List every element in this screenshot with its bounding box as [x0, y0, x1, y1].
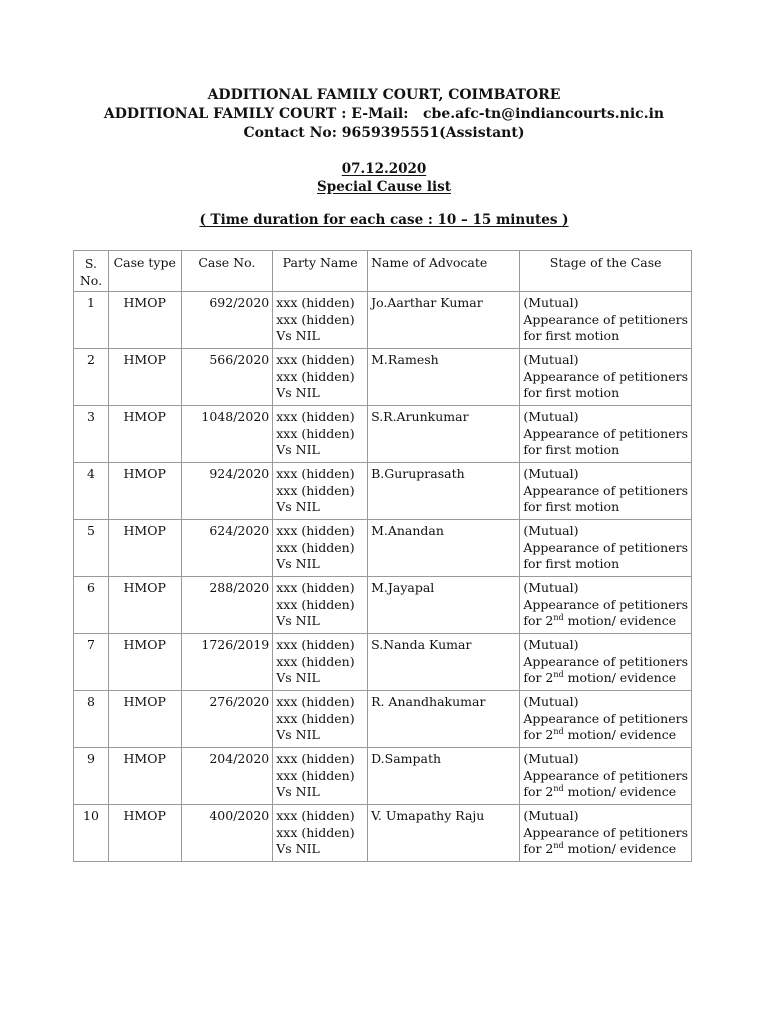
list-title: Special Cause list — [317, 179, 451, 195]
cell-advocate: M.Anandan — [368, 520, 520, 577]
cell-case-type: HMOP — [108, 805, 181, 862]
cell-party-name — [273, 463, 368, 520]
cell-case-type: HMOP — [108, 748, 181, 805]
cell-sno: 8 — [74, 691, 109, 748]
stage-line: Appearance of petitioners — [523, 767, 688, 783]
cell-advocate: S.Nanda Kumar — [368, 634, 520, 691]
stage-line: for first motion — [523, 556, 620, 571]
stage-line: Appearance of petitioners — [523, 482, 688, 498]
stage-text: for 2 — [523, 727, 554, 742]
cell-advocate: R. Anandhakumar — [368, 691, 520, 748]
stage-line: Appearance of petitioners — [523, 368, 688, 384]
cell-case-type: HMOP — [108, 634, 181, 691]
ordinal-suffix: nd — [553, 783, 564, 793]
court-name: ADDITIONAL FAMILY COURT, COIMBATORE — [207, 87, 561, 103]
cause-list-table — [73, 250, 692, 862]
table-row — [74, 805, 692, 862]
table-row — [74, 691, 692, 748]
table-row — [74, 634, 692, 691]
party-line: Vs NIL — [276, 613, 320, 628]
stage-line: Appearance of petitioners — [523, 653, 688, 669]
cell-sno: 3 — [74, 406, 109, 463]
party-line: xxx (hidden) — [276, 295, 355, 310]
stage-line: (Mutual) — [523, 409, 579, 424]
stage-line: (Mutual) — [523, 694, 579, 709]
cell-sno: 2 — [74, 349, 109, 406]
cell-stage — [520, 406, 692, 463]
column-header-advocate: Name of Advocate — [368, 251, 520, 292]
party-line: xxx (hidden) — [276, 466, 355, 481]
stage-line: (Mutual) — [523, 523, 579, 538]
cell-case-no: 288/2020 — [181, 577, 273, 634]
cell-party-name — [273, 292, 368, 349]
cell-sno: 7 — [74, 634, 109, 691]
email-label: ADDITIONAL FAMILY COURT : E-Mail: — [103, 106, 409, 122]
cell-case-no: 624/2020 — [181, 520, 273, 577]
cell-advocate: M.Ramesh — [368, 349, 520, 406]
cell-case-no: 924/2020 — [181, 463, 273, 520]
party-line: xxx (hidden) — [276, 368, 355, 384]
party-line: xxx (hidden) — [276, 653, 355, 669]
cell-party-name — [273, 748, 368, 805]
cell-party-name — [273, 349, 368, 406]
column-header-sno: S. No. — [74, 251, 109, 292]
cell-case-no: 400/2020 — [181, 805, 273, 862]
cell-case-type: HMOP — [108, 349, 181, 406]
column-header-party-name: Party Name — [273, 251, 368, 292]
table-row — [74, 292, 692, 349]
party-line: xxx (hidden) — [276, 808, 355, 823]
cell-advocate: S.R.Arunkumar — [368, 406, 520, 463]
cell-case-no: 1726/2019 — [181, 634, 273, 691]
column-header-stage: Stage of the Case — [520, 251, 692, 292]
cell-stage — [520, 634, 692, 691]
cell-stage — [520, 520, 692, 577]
cell-case-type: HMOP — [108, 406, 181, 463]
cell-case-no: 276/2020 — [181, 691, 273, 748]
cell-advocate: M.Jayapal — [368, 577, 520, 634]
cell-stage — [520, 577, 692, 634]
stage-line — [523, 841, 688, 858]
party-line: Vs NIL — [276, 727, 320, 742]
cell-case-type: HMOP — [108, 463, 181, 520]
stage-text: for 2 — [523, 784, 554, 799]
party-line: Vs NIL — [276, 499, 320, 514]
stage-text: motion/ evidence — [563, 727, 677, 742]
stage-line: for first motion — [523, 499, 620, 514]
party-line: Vs NIL — [276, 670, 320, 685]
stage-text: for 2 — [523, 841, 554, 856]
party-line: xxx (hidden) — [276, 710, 355, 726]
cell-party-name — [273, 520, 368, 577]
time-duration-note: ( Time duration for each case : 10 – 15 minutes ) — [199, 212, 569, 228]
cell-case-no: 692/2020 — [181, 292, 273, 349]
stage-line: for first motion — [523, 385, 620, 400]
stage-line: (Mutual) — [523, 352, 579, 367]
cell-party-name — [273, 406, 368, 463]
party-line: Vs NIL — [276, 841, 320, 856]
cell-party-name — [273, 805, 368, 862]
party-line: xxx (hidden) — [276, 523, 355, 538]
cell-stage — [520, 292, 692, 349]
table-row — [74, 577, 692, 634]
stage-text: motion/ evidence — [563, 670, 677, 685]
party-line: xxx (hidden) — [276, 311, 355, 327]
stage-line — [523, 784, 688, 801]
cell-sno: 10 — [74, 805, 109, 862]
cell-sno: 6 — [74, 577, 109, 634]
stage-line: for first motion — [523, 442, 620, 457]
cell-stage — [520, 805, 692, 862]
cell-case-type: HMOP — [108, 577, 181, 634]
cell-case-no: 204/2020 — [181, 748, 273, 805]
stage-line: Appearance of petitioners — [523, 824, 688, 840]
table-header-row — [74, 251, 692, 292]
stage-line — [523, 670, 688, 687]
cell-stage — [520, 748, 692, 805]
column-header-case-no: Case No. — [181, 251, 273, 292]
stage-line: Appearance of petitioners — [523, 710, 688, 726]
party-line: xxx (hidden) — [276, 539, 355, 555]
party-line: Vs NIL — [276, 784, 320, 799]
cell-case-type: HMOP — [108, 292, 181, 349]
list-date: 07.12.2020 — [341, 161, 427, 177]
cell-advocate: Jo.Aarthar Kumar — [368, 292, 520, 349]
cell-sno: 4 — [74, 463, 109, 520]
cell-stage — [520, 691, 692, 748]
cell-advocate: D.Sampath — [368, 748, 520, 805]
stage-line: (Mutual) — [523, 295, 579, 310]
stage-text: motion/ evidence — [563, 613, 677, 628]
cell-sno: 9 — [74, 748, 109, 805]
stage-line: (Mutual) — [523, 580, 579, 595]
stage-line: (Mutual) — [523, 637, 579, 652]
ordinal-suffix: nd — [553, 840, 564, 850]
party-line: xxx (hidden) — [276, 352, 355, 367]
cell-case-type: HMOP — [108, 691, 181, 748]
party-line: xxx (hidden) — [276, 596, 355, 612]
cell-sno: 5 — [74, 520, 109, 577]
party-line: xxx (hidden) — [276, 767, 355, 783]
column-header-case-type: Case type — [108, 251, 181, 292]
cell-case-no: 566/2020 — [181, 349, 273, 406]
cell-stage — [520, 349, 692, 406]
ordinal-suffix: nd — [553, 726, 564, 736]
party-line: xxx (hidden) — [276, 751, 355, 766]
stage-line: (Mutual) — [523, 466, 579, 481]
stage-line: (Mutual) — [523, 751, 579, 766]
cell-stage — [520, 463, 692, 520]
cell-case-type: HMOP — [108, 520, 181, 577]
table-row — [74, 463, 692, 520]
table-row — [74, 349, 692, 406]
cell-party-name — [273, 634, 368, 691]
stage-text: motion/ evidence — [563, 841, 677, 856]
ordinal-suffix: nd — [553, 612, 564, 622]
cell-sno: 1 — [74, 292, 109, 349]
email-address: cbe.afc-tn@indiancourts.nic.in — [423, 106, 665, 122]
stage-text: for 2 — [523, 613, 554, 628]
party-line: Vs NIL — [276, 556, 320, 571]
ordinal-suffix: nd — [553, 669, 564, 679]
stage-line: for first motion — [523, 328, 620, 343]
stage-text: motion/ evidence — [563, 784, 677, 799]
party-line: xxx (hidden) — [276, 694, 355, 709]
party-line: xxx (hidden) — [276, 637, 355, 652]
stage-line: Appearance of petitioners — [523, 539, 688, 555]
cell-advocate: B.Guruprasath — [368, 463, 520, 520]
cell-party-name — [273, 577, 368, 634]
cell-party-name — [273, 691, 368, 748]
contact-number: Contact No: 9659395551(Assistant) — [243, 125, 525, 141]
party-line: xxx (hidden) — [276, 580, 355, 595]
party-line: Vs NIL — [276, 442, 320, 457]
stage-line: Appearance of petitioners — [523, 311, 688, 327]
table-row — [74, 748, 692, 805]
party-line: xxx (hidden) — [276, 409, 355, 424]
party-line: Vs NIL — [276, 328, 320, 343]
party-line: xxx (hidden) — [276, 425, 355, 441]
court-header — [0, 86, 768, 143]
party-line: xxx (hidden) — [276, 482, 355, 498]
party-line: xxx (hidden) — [276, 824, 355, 840]
stage-text: for 2 — [523, 670, 554, 685]
stage-line: (Mutual) — [523, 808, 579, 823]
table-row — [74, 406, 692, 463]
cell-case-no: 1048/2020 — [181, 406, 273, 463]
stage-line — [523, 613, 688, 630]
table-row — [74, 520, 692, 577]
cell-advocate: V. Umapathy Raju — [368, 805, 520, 862]
stage-line: Appearance of petitioners — [523, 596, 688, 612]
party-line: Vs NIL — [276, 385, 320, 400]
list-info — [0, 160, 768, 196]
stage-line — [523, 727, 688, 744]
email-line — [0, 105, 768, 124]
stage-line: Appearance of petitioners — [523, 425, 688, 441]
